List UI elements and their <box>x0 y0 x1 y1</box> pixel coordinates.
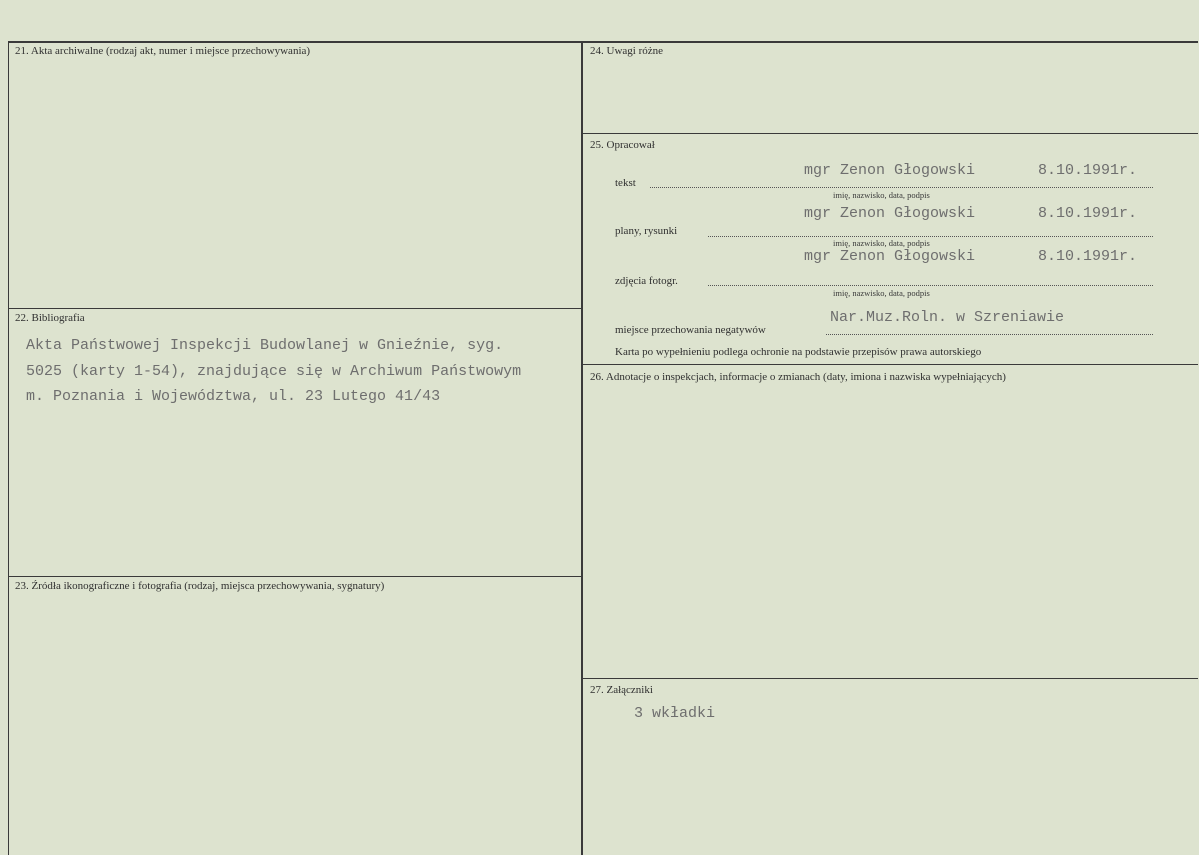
section-26-label: 26. Adnotacje o inspekcjach, informacje o zmianach (daty, imiona i nazwiska wypełniających) <box>590 371 1006 383</box>
divider-21-22 <box>8 308 582 309</box>
section-21-label: 21. Akta archiwalne (rodzaj akt, numer i miejsce przechowywania) <box>15 45 311 57</box>
center-divider <box>581 41 583 855</box>
section-22-label: 22. Bibliografia <box>15 312 85 324</box>
copyright-note: Karta po wypełnieniu podlega ochronie na podstawie przepisów prawa autorskiego <box>615 346 982 358</box>
section-27-label: 27. Załączniki <box>590 684 653 696</box>
plany-date: 8.10.1991r. <box>1038 205 1138 222</box>
bibliography-line-3: m. Poznania i Województwa, ul. 23 Lutego 41/43 <box>26 388 441 405</box>
tekst-caption: imię, nazwisko, data, podpis <box>833 190 930 200</box>
plany-label: plany, rysunki <box>615 225 678 237</box>
negatives-label: miejsce przechowania negatywów <box>615 324 766 336</box>
negatives-value: Nar.Muz.Roln. w Szreniawie <box>830 309 1065 326</box>
zdjecia-dotted-line <box>708 285 1153 286</box>
zdjecia-date: 8.10.1991r. <box>1038 248 1138 265</box>
plany-caption: imię, nazwisko, data, podpis <box>833 238 930 248</box>
divider-25-26 <box>582 364 1198 365</box>
tekst-label: tekst <box>615 177 636 189</box>
top-border <box>8 41 1198 43</box>
tekst-date: 8.10.1991r. <box>1038 162 1138 179</box>
plany-dotted-line <box>708 236 1153 237</box>
attachments-value: 3 wkładki <box>634 705 716 722</box>
bibliography-line-1: Akta Państwowej Inspekcji Budowlanej w Gnieźnie, syg. <box>26 337 504 354</box>
tekst-dotted-line <box>650 187 1153 188</box>
divider-24-25 <box>582 133 1198 134</box>
section-25-label: 25. Opracował <box>590 139 655 151</box>
left-border <box>8 41 9 855</box>
divider-22-23 <box>8 576 582 577</box>
zdjecia-name: mgr Zenon Głogowski <box>804 248 976 265</box>
negatives-dotted-line <box>826 334 1153 335</box>
section-24-label: 24. Uwagi różne <box>590 45 664 57</box>
zdjecia-caption: imię, nazwisko, data, podpis <box>833 288 930 298</box>
plany-name: mgr Zenon Głogowski <box>804 205 976 222</box>
section-23-label: 23. Źródła ikonograficzne i fotografia (rodzaj, miejsca przechowywania, sygnatury) <box>15 580 385 592</box>
zdjecia-label: zdjęcia fotogr. <box>615 275 678 287</box>
bibliography-line-2: 5025 (karty 1-54), znajdujące się w Archiwum Państwowym <box>26 363 522 380</box>
divider-26-27 <box>582 678 1198 679</box>
tekst-name: mgr Zenon Głogowski <box>804 162 976 179</box>
